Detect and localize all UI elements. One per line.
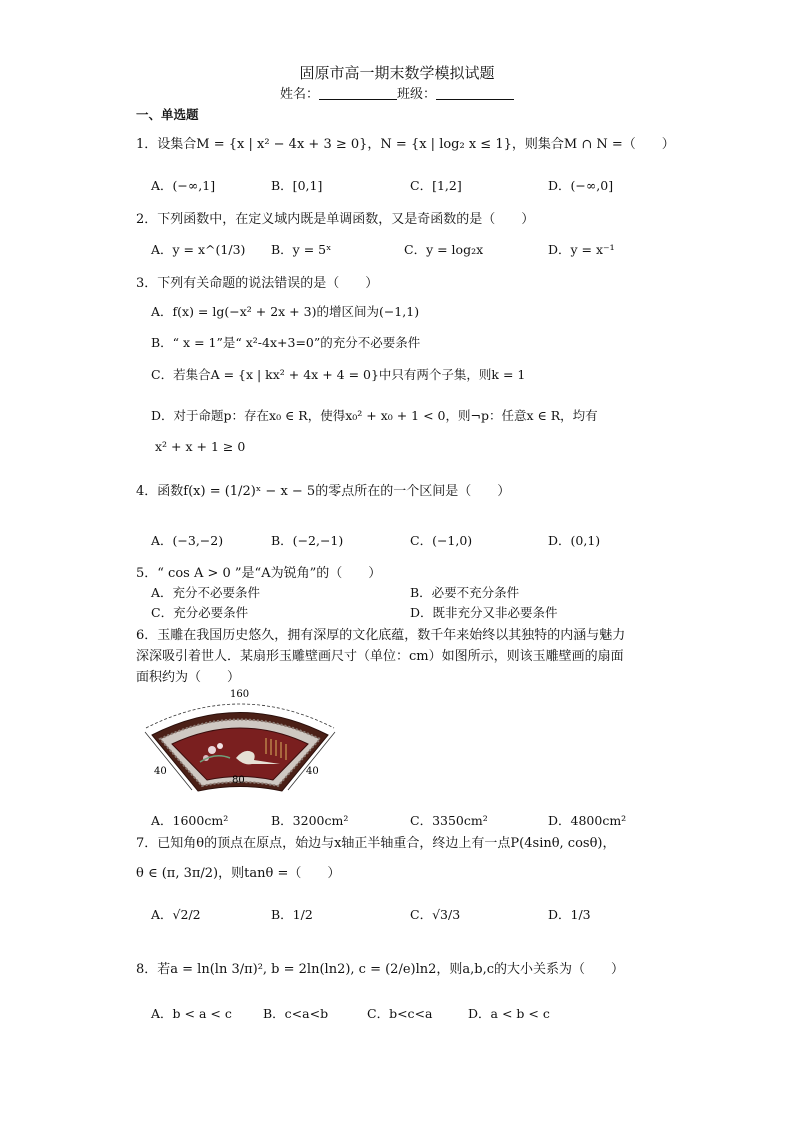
q4-option-c[interactable]: C．(−1,0) [410,533,473,548]
q2-option-d[interactable]: D．y = x⁻¹ [548,242,615,257]
q1-option-a[interactable]: A．(−∞,1] [151,178,216,193]
section-heading: 一、单选题 [136,107,199,122]
q8-option-b[interactable]: B．c<a<b [263,1006,329,1021]
figure-label-top: 160 [230,689,250,700]
page-title: 固原市高一期末数学模拟试题 [299,64,495,82]
q1-option-c[interactable]: C．[1,2] [410,178,462,193]
q8-option-d[interactable]: D．a < b < c [468,1006,550,1021]
q6-option-b[interactable]: B．3200cm² [271,813,349,828]
q8-option-a[interactable]: A．b < a < c [151,1006,232,1021]
q7-stem-line2: θ ∈ (π, 3π/2)，则tanθ =（ ） [136,866,341,881]
q8-stem: 8．若a = ln(ln 3/π)², b = 2ln(ln2), c = (2/e)ln2，则a,b,c的大小关系为（ ） [136,962,625,977]
student-info-row [0,83,794,102]
fan-shape-diagram [140,688,340,803]
class-label: 班级： [397,87,437,102]
q5-option-a[interactable]: A．充分不必要条件 [151,585,261,600]
fan-jade-mural-figure [140,688,340,806]
q2-option-b[interactable]: B．y = 5ˣ [271,242,332,257]
q5-stem: 5．“ cos A > 0 ”是“A为锐角”的（ ） [136,566,382,581]
name-label: 姓名： [279,87,319,102]
figure-label-right: 40 [306,766,319,777]
q7-stem-line1: 7．已知角θ的顶点在原点，始边与x轴正半轴重合，终边上有一点P(4sinθ, cosθ)， [136,836,616,851]
q4-option-a[interactable]: A．(−3,−2) [151,533,224,548]
q3-option-c[interactable]: C．若集合A = {x | kx² + 4x + 4 = 0}中只有两个子集，则k = 1 [151,367,526,382]
q6-option-a[interactable]: A．1600cm² [151,813,229,828]
q1-stem: 1．设集合M = {x | x² − 4x + 3 ≥ 0}，N = {x | log₂ x ≤ 1}，则集合M ∩ N =（ ） [136,137,675,152]
q5-option-b[interactable]: B．必要不充分条件 [410,585,520,600]
q6-stem-line1: 6．玉雕在我国历史悠久，拥有深厚的文化底蕴，数千年来始终以其独特的内涵与魅力 [136,628,626,643]
class-blank[interactable] [436,87,514,100]
q2-option-a[interactable]: A．y = x^(1/3) [151,242,246,257]
q7-option-d[interactable]: D．1/3 [548,907,591,922]
q6-stem-line3: 面积约为（ ） [136,670,241,685]
q3-option-d[interactable]: D．对于命题p：存在x₀ ∈ R，使得x₀² + x₀ + 1 < 0，则¬p：任意x ∈ R，均有 [151,408,598,423]
q5-option-c[interactable]: C．充分必要条件 [151,605,249,620]
q6-option-d[interactable]: D．4800cm² [548,813,627,828]
q3-stem: 3．下列有关命题的说法错误的是（ ） [136,276,379,291]
figure-label-bottom: 80 [232,775,245,786]
q2-stem: 2．下列函数中，在定义域内既是单调函数，又是奇函数的是（ ） [136,212,535,227]
q1-option-b[interactable]: B．[0,1] [271,178,323,193]
q1-option-d[interactable]: D．(−∞,0] [548,178,614,193]
q4-stem: 4．函数f(x) = (1/2)ˣ − x − 5的零点所在的一个区间是（ ） [136,484,511,499]
q7-option-b[interactable]: B．1/2 [271,907,313,922]
q6-stem-line2: 深深吸引着世人．某扇形玉雕壁画尺寸（单位：cm）如图所示，则该玉雕壁画的扇面 [136,649,624,664]
q5-option-d[interactable]: D．既非充分又非必要条件 [410,605,558,620]
name-blank[interactable] [319,87,397,100]
q4-option-d[interactable]: D．(0,1) [548,533,601,548]
q8-option-c[interactable]: C．b<c<a [367,1006,433,1021]
q4-option-b[interactable]: B．(−2,−1) [271,533,344,548]
figure-label-left: 40 [154,766,167,777]
q3-option-a[interactable]: A．f(x) = lg(−x² + 2x + 3)的增区间为(−1,1) [151,304,420,319]
q6-option-c[interactable]: C．3350cm² [410,813,488,828]
q2-option-c[interactable]: C．y = log₂x [404,242,484,257]
q3-option-b[interactable]: B．“ x = 1”是“ x²-4x+3=0”的充分不必要条件 [151,335,421,350]
q3-option-d-cont: x² + x + 1 ≥ 0 [155,439,246,454]
q7-option-a[interactable]: A．√2/2 [151,907,201,922]
q7-option-c[interactable]: C．√3/3 [410,907,461,922]
